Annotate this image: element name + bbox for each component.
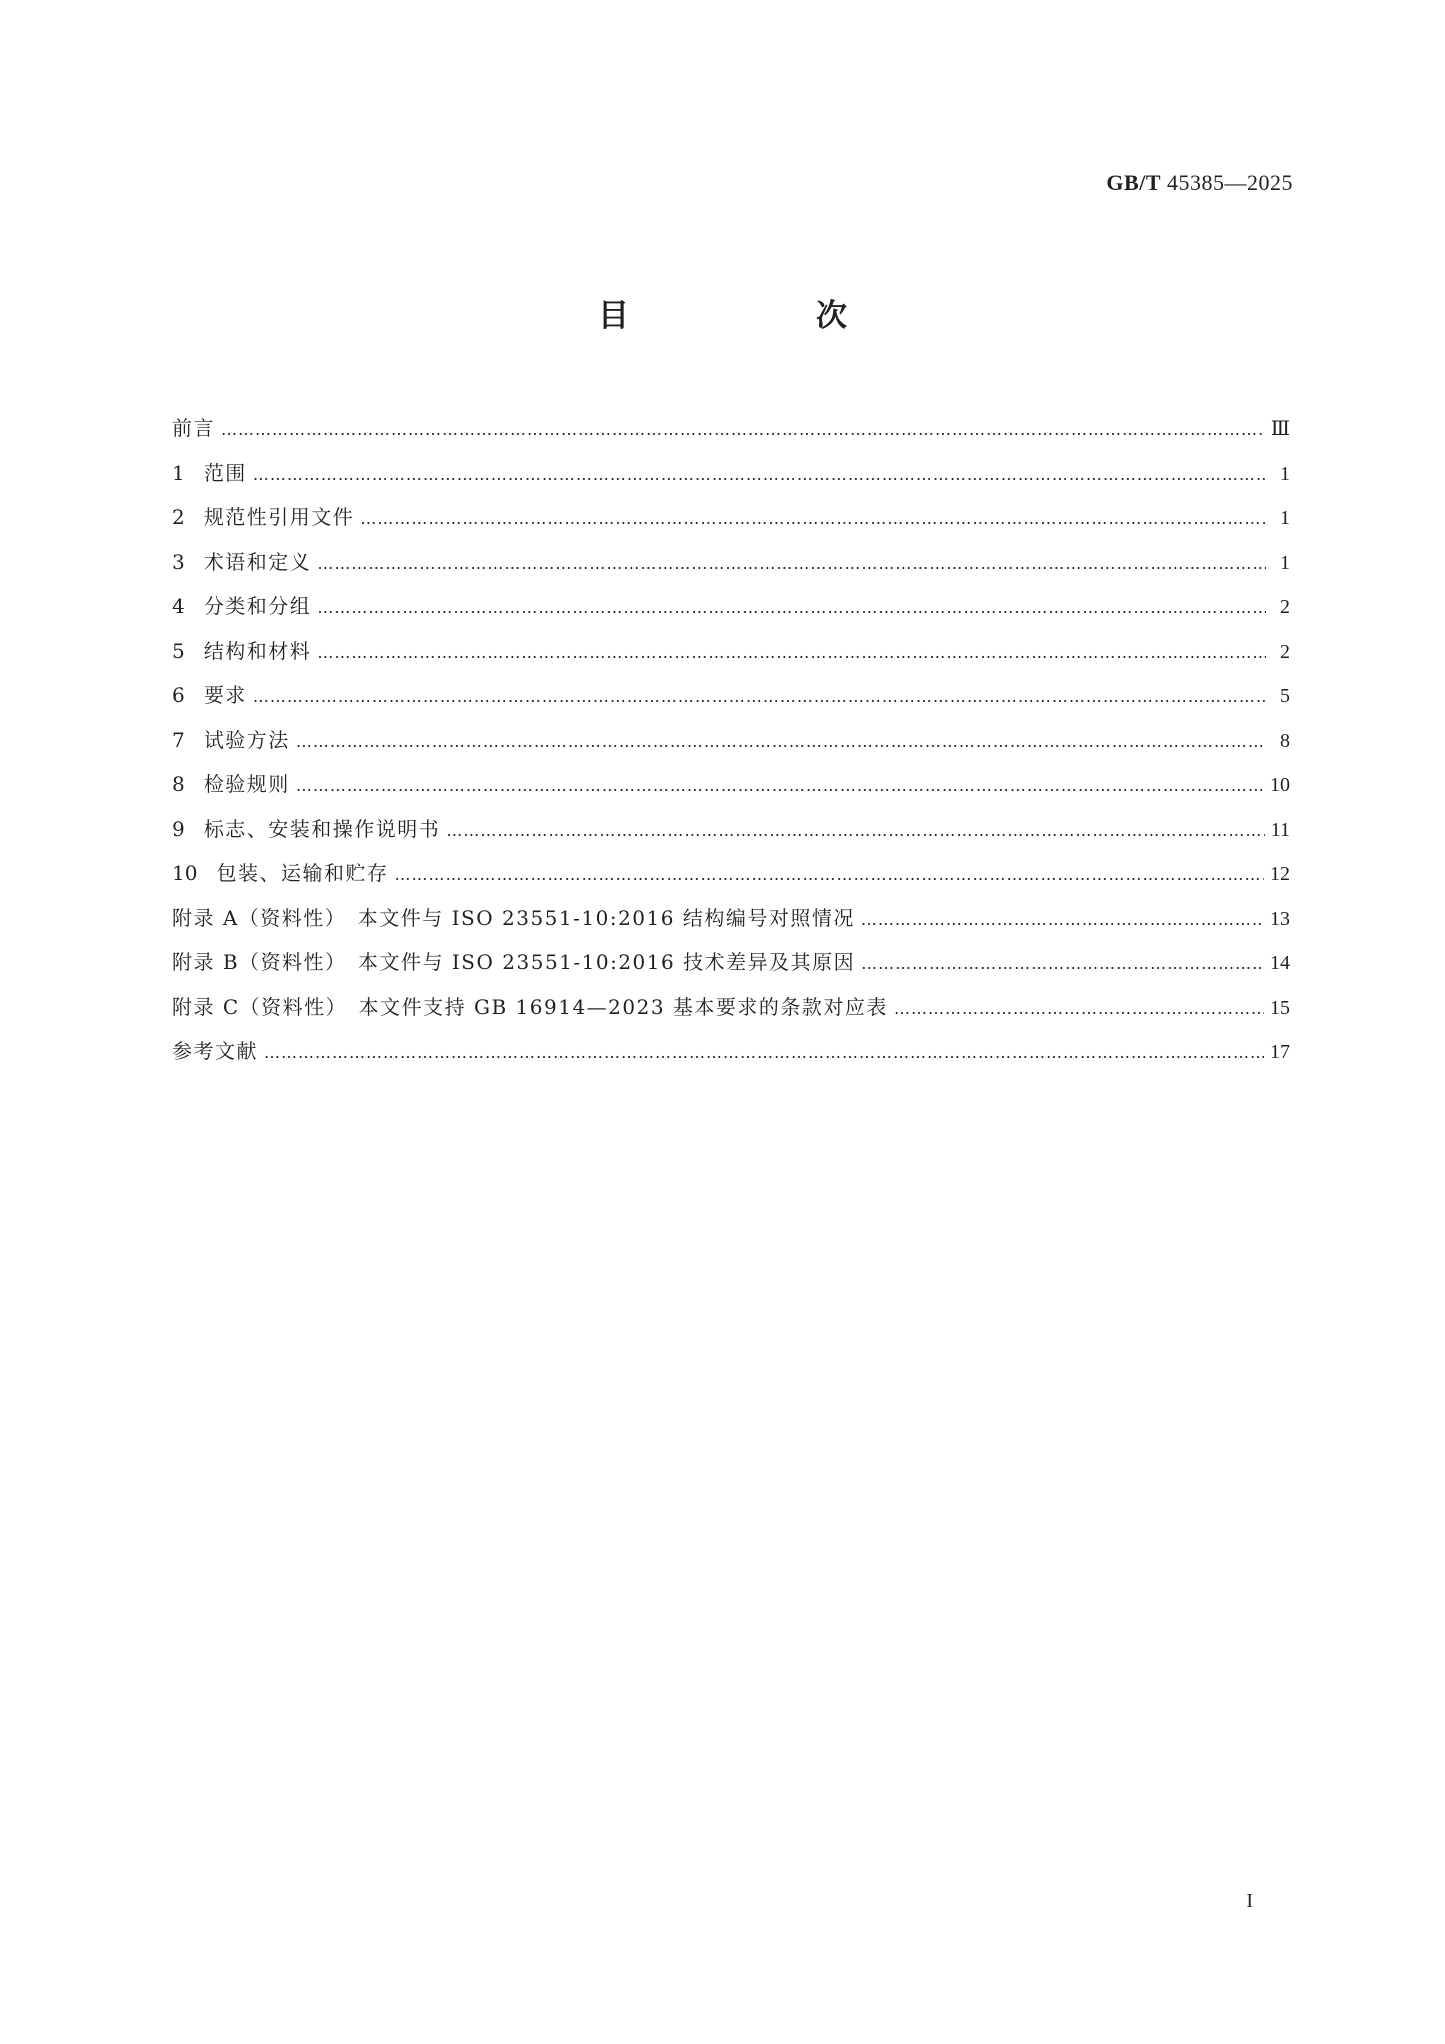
- toc-entry-marking[interactable]: [172, 817, 1290, 862]
- toc-entry-annex-b[interactable]: [172, 950, 1290, 995]
- toc-entry-annex-c[interactable]: [172, 995, 1290, 1040]
- toc-entry-number: 1: [172, 460, 185, 485]
- toc-entry-page: 17: [1270, 1041, 1290, 1063]
- toc-entry-annex-a[interactable]: [172, 906, 1290, 951]
- table-of-contents: [172, 416, 1290, 1084]
- toc-entry-label: 前言: [172, 416, 215, 440]
- toc-entry-test-methods[interactable]: [172, 728, 1290, 773]
- toc-entry-label: 检验规则: [203, 772, 290, 796]
- toc-dot-leader: [446, 819, 1264, 843]
- page-number: I: [1246, 1890, 1253, 1912]
- toc-dot-leader: [221, 418, 1265, 442]
- toc-dot-leader: [296, 730, 1266, 754]
- standard-number: 45385—2025: [1167, 170, 1293, 195]
- toc-entry-page: 15: [1270, 996, 1290, 1019]
- toc-entry-scope[interactable]: [172, 461, 1290, 506]
- toc-entry-label: 要求: [203, 683, 247, 707]
- toc-entry-terms[interactable]: [172, 550, 1290, 595]
- toc-entry-label: 范围: [203, 460, 247, 485]
- toc-dot-leader: [894, 997, 1264, 1021]
- toc-entry-number: 4: [172, 594, 185, 618]
- toc-entry-label: 规范性引用文件: [203, 505, 355, 529]
- toc-entry-page: Ⅲ: [1270, 418, 1290, 440]
- toc-entry-label: 附录 A（资料性） 本文件与 ISO 23551-10:2016 结构编号对照情况: [172, 905, 855, 930]
- toc-entry-page: 1: [1280, 507, 1290, 529]
- toc-dot-leader: [253, 463, 1266, 487]
- toc-entry-label: 附录 B（资料性） 本文件与 ISO 23551-10:2016 技术差异及其原因: [172, 950, 856, 974]
- toc-entry-packaging[interactable]: [172, 861, 1290, 906]
- toc-entry-page: 11: [1270, 818, 1290, 841]
- toc-entry-label: 术语和定义: [203, 549, 312, 574]
- toc-entry-number: 6: [172, 683, 185, 707]
- standard-code: [1106, 170, 1293, 196]
- toc-dot-leader: [395, 863, 1264, 887]
- toc-entry-number: 9: [172, 816, 185, 841]
- toc-entry-classification[interactable]: [172, 594, 1290, 639]
- toc-entry-label: 包装、运输和贮存: [216, 861, 389, 885]
- toc-entry-page: 10: [1270, 774, 1290, 796]
- toc-dot-leader: [317, 641, 1266, 665]
- toc-entry-number: 10: [172, 861, 198, 885]
- toc-entry-number: 2: [172, 505, 185, 529]
- toc-entry-label: 附录 C（资料性） 本文件支持 GB 16914—2023 基本要求的条款对应表: [172, 994, 888, 1019]
- toc-entry-number: 5: [172, 638, 185, 663]
- toc-entry-bibliography[interactable]: [172, 1039, 1290, 1084]
- toc-entry-page: 1: [1280, 462, 1290, 485]
- standard-prefix: GB/T: [1106, 170, 1161, 195]
- toc-dot-leader: [317, 596, 1266, 620]
- toc-entry-number: 3: [172, 549, 185, 574]
- toc-dot-leader: [861, 908, 1264, 932]
- toc-entry-page: 13: [1270, 907, 1290, 930]
- toc-dot-leader: [296, 774, 1264, 798]
- toc-entry-construction[interactable]: [172, 639, 1290, 684]
- toc-entry-foreword[interactable]: [172, 416, 1290, 461]
- toc-entry-label: 分类和分组: [203, 594, 312, 618]
- toc-entry-label: 结构和材料: [203, 638, 312, 663]
- toc-entry-page: 14: [1270, 952, 1290, 974]
- toc-entry-label: 试验方法: [203, 727, 290, 752]
- toc-dot-leader: [264, 1041, 1264, 1065]
- toc-entry-label: 参考文献: [172, 1039, 258, 1063]
- toc-dot-leader: [861, 952, 1264, 976]
- toc-dot-leader: [360, 507, 1266, 531]
- toc-title: 目 次: [598, 298, 925, 334]
- toc-dot-leader: [317, 552, 1266, 576]
- toc-entry-page: 2: [1280, 640, 1290, 663]
- toc-entry-page: 5: [1280, 685, 1290, 707]
- toc-entry-inspection-rules[interactable]: [172, 772, 1290, 817]
- toc-entry-number: 7: [172, 727, 185, 752]
- toc-entry-normative-references[interactable]: [172, 505, 1290, 550]
- toc-dot-leader: [253, 685, 1266, 709]
- toc-entry-page: 1: [1280, 551, 1290, 574]
- toc-entry-page: 12: [1270, 863, 1290, 885]
- toc-entry-page: 2: [1280, 596, 1290, 618]
- toc-entry-label: 标志、安装和操作说明书: [203, 816, 441, 841]
- toc-entry-page: 8: [1280, 729, 1290, 752]
- toc-entry-requirements[interactable]: [172, 683, 1290, 728]
- toc-entry-number: 8: [172, 772, 185, 796]
